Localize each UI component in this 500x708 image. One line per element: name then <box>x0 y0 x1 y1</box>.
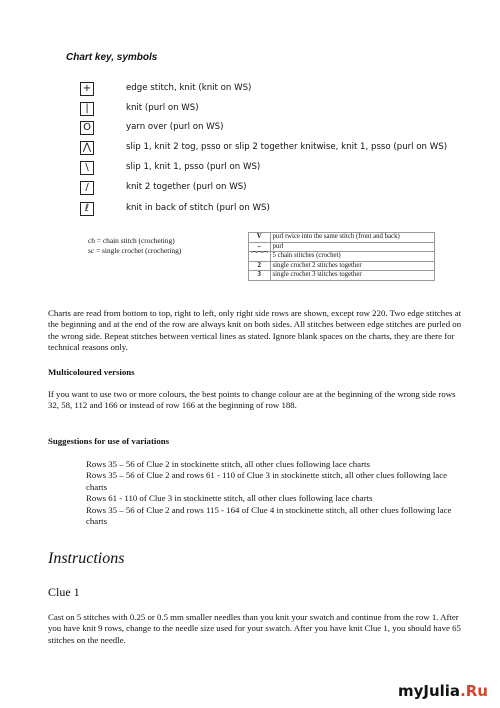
watermark-accent-text: .Ru <box>460 682 488 700</box>
table-label: single crochet 3 stitches together <box>270 271 434 281</box>
multicolour-heading: Multicoloured versions <box>48 367 135 377</box>
key-item-label: yarn over (purl on WS) <box>126 122 224 132</box>
key-item-label: slip 1, knit 1, psso (purl on WS) <box>126 162 261 172</box>
clue-title: Clue 1 <box>48 585 80 599</box>
list-item: Rows 35 – 56 of Clue 2 and rows 115 - 164 of Clue 4 in stockinette stitch, all other clues following lace charts <box>86 504 452 527</box>
table-row <box>249 252 435 262</box>
table-symbol: ⌒⌒⌒ <box>249 252 271 262</box>
table-symbol: V <box>249 233 271 243</box>
clue-text: Cast on 5 stitches with 0.25 or 0.5 mm smaller needles than you knit your swatch and continue from the row 1. After you have knit 9 rows, change to the needle size used for your swatch. After you have knit Clue 1, you should have 65 stitches on the needle. <box>48 612 461 645</box>
table-label: purl twice into the same stitch (front and back) <box>270 233 434 243</box>
watermark-logo <box>398 682 488 700</box>
crochet-symbol-table <box>248 232 435 281</box>
variations-list <box>86 459 462 527</box>
table-symbol: 2 <box>249 261 271 271</box>
table-row <box>249 261 435 271</box>
variations-heading: Suggestions for use of variations <box>48 436 170 446</box>
list-item: Rows 61 - 110 of Clue 3 in stockinette stitch, all other clues following lace charts <box>86 493 373 504</box>
table-label: single crochet 2 stitches together <box>270 261 434 271</box>
key-item-label: knit in back of stitch (purl on WS) <box>126 203 270 213</box>
table-symbol: – <box>249 242 271 252</box>
twisted-knit-icon: ℓ <box>80 202 94 216</box>
vertical-bar-icon: | <box>80 102 94 116</box>
circle-icon: O <box>80 121 94 135</box>
table-symbol: 3 <box>249 271 271 281</box>
left-slant-icon: \ <box>80 161 94 175</box>
table-label: purl <box>270 242 434 252</box>
chart-key-title: Chart key, symbols <box>66 52 158 63</box>
key-item-label: slip 1, knit 2 tog, psso or slip 2 together knitwise, knit 1, psso (purl on WS) <box>126 142 448 152</box>
watermark-text: myJulia <box>397 682 461 700</box>
intro-paragraph: Charts are read from bottom to top, right to left, only right side rows are shown, except row 220. Two edge stitches at the beginning and at the end of the row are always knit on both sides. All stitches between edge stitches are purled on the wrong side. Repeat stitches between vertical lines as stated. Ignore blank spaces on the charts, they are there for technical reasons only. <box>48 308 462 353</box>
table-row <box>249 271 435 281</box>
table-label: 5 chain stitches (crochet) <box>270 252 434 262</box>
key-item-label: edge stitch, knit (knit on WS) <box>126 83 252 93</box>
plus-icon: + <box>80 82 94 96</box>
double-decrease-icon: ⋀ <box>80 141 94 155</box>
abbreviation-sc: sc = single crochet (crocheting) <box>88 246 182 255</box>
key-item-label: knit (purl on WS) <box>126 103 199 113</box>
instructions-title: Instructions <box>48 550 125 567</box>
right-slant-icon: / <box>80 181 94 195</box>
multicolour-text: If you want to use two or more colours, the best points to change colour are at the beginning of the wrong side rows 32, 58, 112 and 166 or instead of row 166 at the beginning of row 188. <box>48 389 456 411</box>
list-item: Rows 35 – 56 of Clue 2 in stockinette stitch, all other clues following lace charts <box>86 459 370 469</box>
list-item: Rows 35 – 56 of Clue 2 and rows 61 - 110 of Clue 3 in stockinette stitch, all other clues following lace charts <box>86 470 448 492</box>
key-item-label: knit 2 together (purl on WS) <box>126 182 247 192</box>
table-row <box>249 242 435 252</box>
abbreviation-ch: ch = chain stitch (crocheting) <box>88 236 175 245</box>
table-row <box>249 233 435 243</box>
